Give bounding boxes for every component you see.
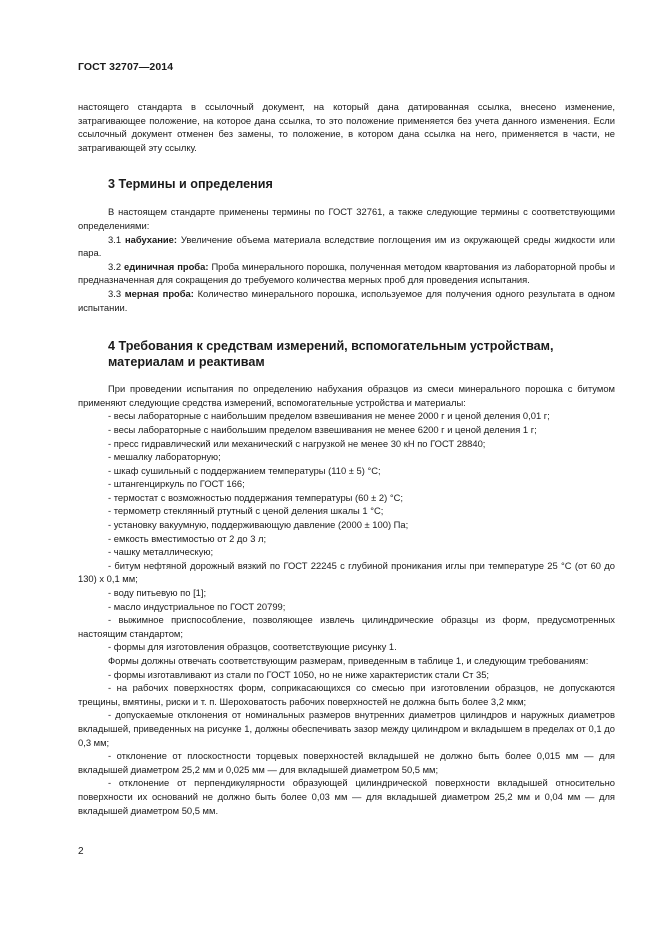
list-item: - мешалку лабораторную;: [108, 451, 221, 463]
list-item: - формы для изготовления образцов, соответствующие рисунку 1.: [108, 641, 397, 653]
section-4-title-line-2: материалам и реактивам: [108, 355, 265, 370]
term-definition: Количество минерального порошка, используемое для получения одного результата в одном испытании.: [78, 287, 616, 313]
list-item: - термометр стеклянный ртутный с ценой деления шкалы 1 °C;: [108, 505, 384, 517]
list-item: - установку вакуумную, поддерживающую давление (2000 ± 100) Па;: [108, 519, 409, 531]
list-item: - термостат с возможностью поддержания температуры (60 ± 2) °C;: [108, 491, 403, 503]
list-item: - отклонение от плоскостности торцевых поверхностей вкладышей не должно быть более 0,015 мм — для вкладышей диаметром 25,2 мм и 0,025 мм — для вкладышей диаметром 50,5 мм;: [78, 750, 615, 775]
term-3-3: [78, 287, 615, 314]
page-number: 2: [78, 846, 84, 857]
section-3-title: 3 Термины и определения: [108, 177, 273, 192]
list-item: - битум нефтяной дорожный вязкий по ГОСТ 22245 с глубиной проникания иглы при температуре 25 °C (от 60 до 130) х 0,1 мм;: [78, 559, 615, 585]
term-number: 3.2: [108, 260, 125, 272]
term-definition: Увеличение объема материала вследствие поглощения им из окружающей среды жидкости или пара.: [78, 233, 615, 259]
list-item: - шкаф сушильный с поддержанием температуры (110 ± 5) °C;: [108, 464, 381, 476]
list-item: - весы лабораторные с наибольшим пределом взвешивания не менее 6200 г и ценой деления 1 г;: [108, 423, 537, 435]
section-4-title: [78, 338, 615, 370]
list-item: - масло индустриальное по ГОСТ 20799;: [108, 600, 286, 612]
term-number: 3.3: [108, 287, 125, 299]
list-item: - формы изготавливают из стали по ГОСТ 1050, но не ниже характеристик стали Ст 35;: [108, 668, 490, 680]
list-item: - отклонение от перпендикулярности образующей цилиндрической поверхности вкладышей относительно поверхности их оснований не должно быть более 0,03 мм — для вкладышей диаметром 25,2 мм и 0,04 мм — для вкладышей диаметром 50,5 мм.: [78, 777, 615, 816]
list-item: - чашку металлическую;: [108, 546, 214, 558]
list-item: - выжимное приспособление, позволяющее извлечь цилиндрические образцы из форм, предусмотренных настоящим стандартом;: [78, 614, 615, 639]
term-3-2: [78, 260, 615, 287]
section-3-intro: В настоящем стандарте применены термины по ГОСТ 32761, а также следующие термины с соответствующими определениями:: [78, 206, 615, 231]
list-item: - допускаемые отклонения от номинальных размеров внутренних диаметров цилиндров и наружных диаметров вкладышей, приведенных на рисунке 1, должны обеспечивать зазор между цилиндром и вкладышем в пределах от 0,1 до 0,3 мм;: [78, 709, 615, 748]
section-4-title-line-1: 4 Требования к средствам измерений, вспомогательным устройствам,: [108, 339, 554, 354]
list-item: - на рабочих поверхностях форм, соприкасающихся со смесью при изготовлении образцов, не допускаются трещины, вмятины, риски и т. п. Шероховатость рабочих поверхностей не должна быть более 3,2 мкм;: [78, 682, 615, 707]
term-name: набухание:: [124, 233, 177, 245]
page-content: [78, 100, 615, 817]
term-name: единичная проба:: [124, 260, 209, 272]
list-item: - емкость вместимостью от 2 до 3 л;: [108, 532, 267, 544]
forms-intro: Формы должны отвечать соответствующим размерам, приведенным в таблице 1, и следующим требованиям:: [108, 655, 589, 666]
term-definition: Проба минерального порошка, полученная методом квартования из лабораторной пробы и предназначенная для сокращения до требуемого количества мерных проб для проведения испытания.: [78, 260, 615, 286]
term-number: 3.1: [108, 233, 125, 245]
section-4-intro: При проведении испытания по определению набухания образцов из смеси минерального порошка с битумом применяют следующие средства измерений, вспомогательные устройства и материалы:: [78, 383, 615, 408]
standard-header: ГОСТ 32707—2014: [78, 61, 174, 73]
intro-paragraph: настоящего стандарта в ссылочный документ, на который дана датированная ссылка, внесено изменение, затрагивающее положение, на которое дана ссылка, то это положение применяется без учета данного изменения. Если ссылочный документ отменен без замены, то положение, в котором дана ссылка на него, применяется в части, не затрагивающей эту ссылку.: [78, 101, 615, 153]
list-item: - воду питьевую по [1];: [108, 587, 207, 599]
list-item: - штангенциркуль по ГОСТ 166;: [108, 478, 245, 490]
list-item: - пресс гидравлический или механический с нагрузкой не менее 30 кН по ГОСТ 28840;: [108, 437, 486, 449]
term-name: мерная проба:: [124, 287, 194, 299]
term-3-1: [78, 233, 615, 260]
list-item: - весы лабораторные с наибольшим пределом взвешивания не менее 2000 г и ценой деления 0,01 г;: [108, 410, 550, 422]
